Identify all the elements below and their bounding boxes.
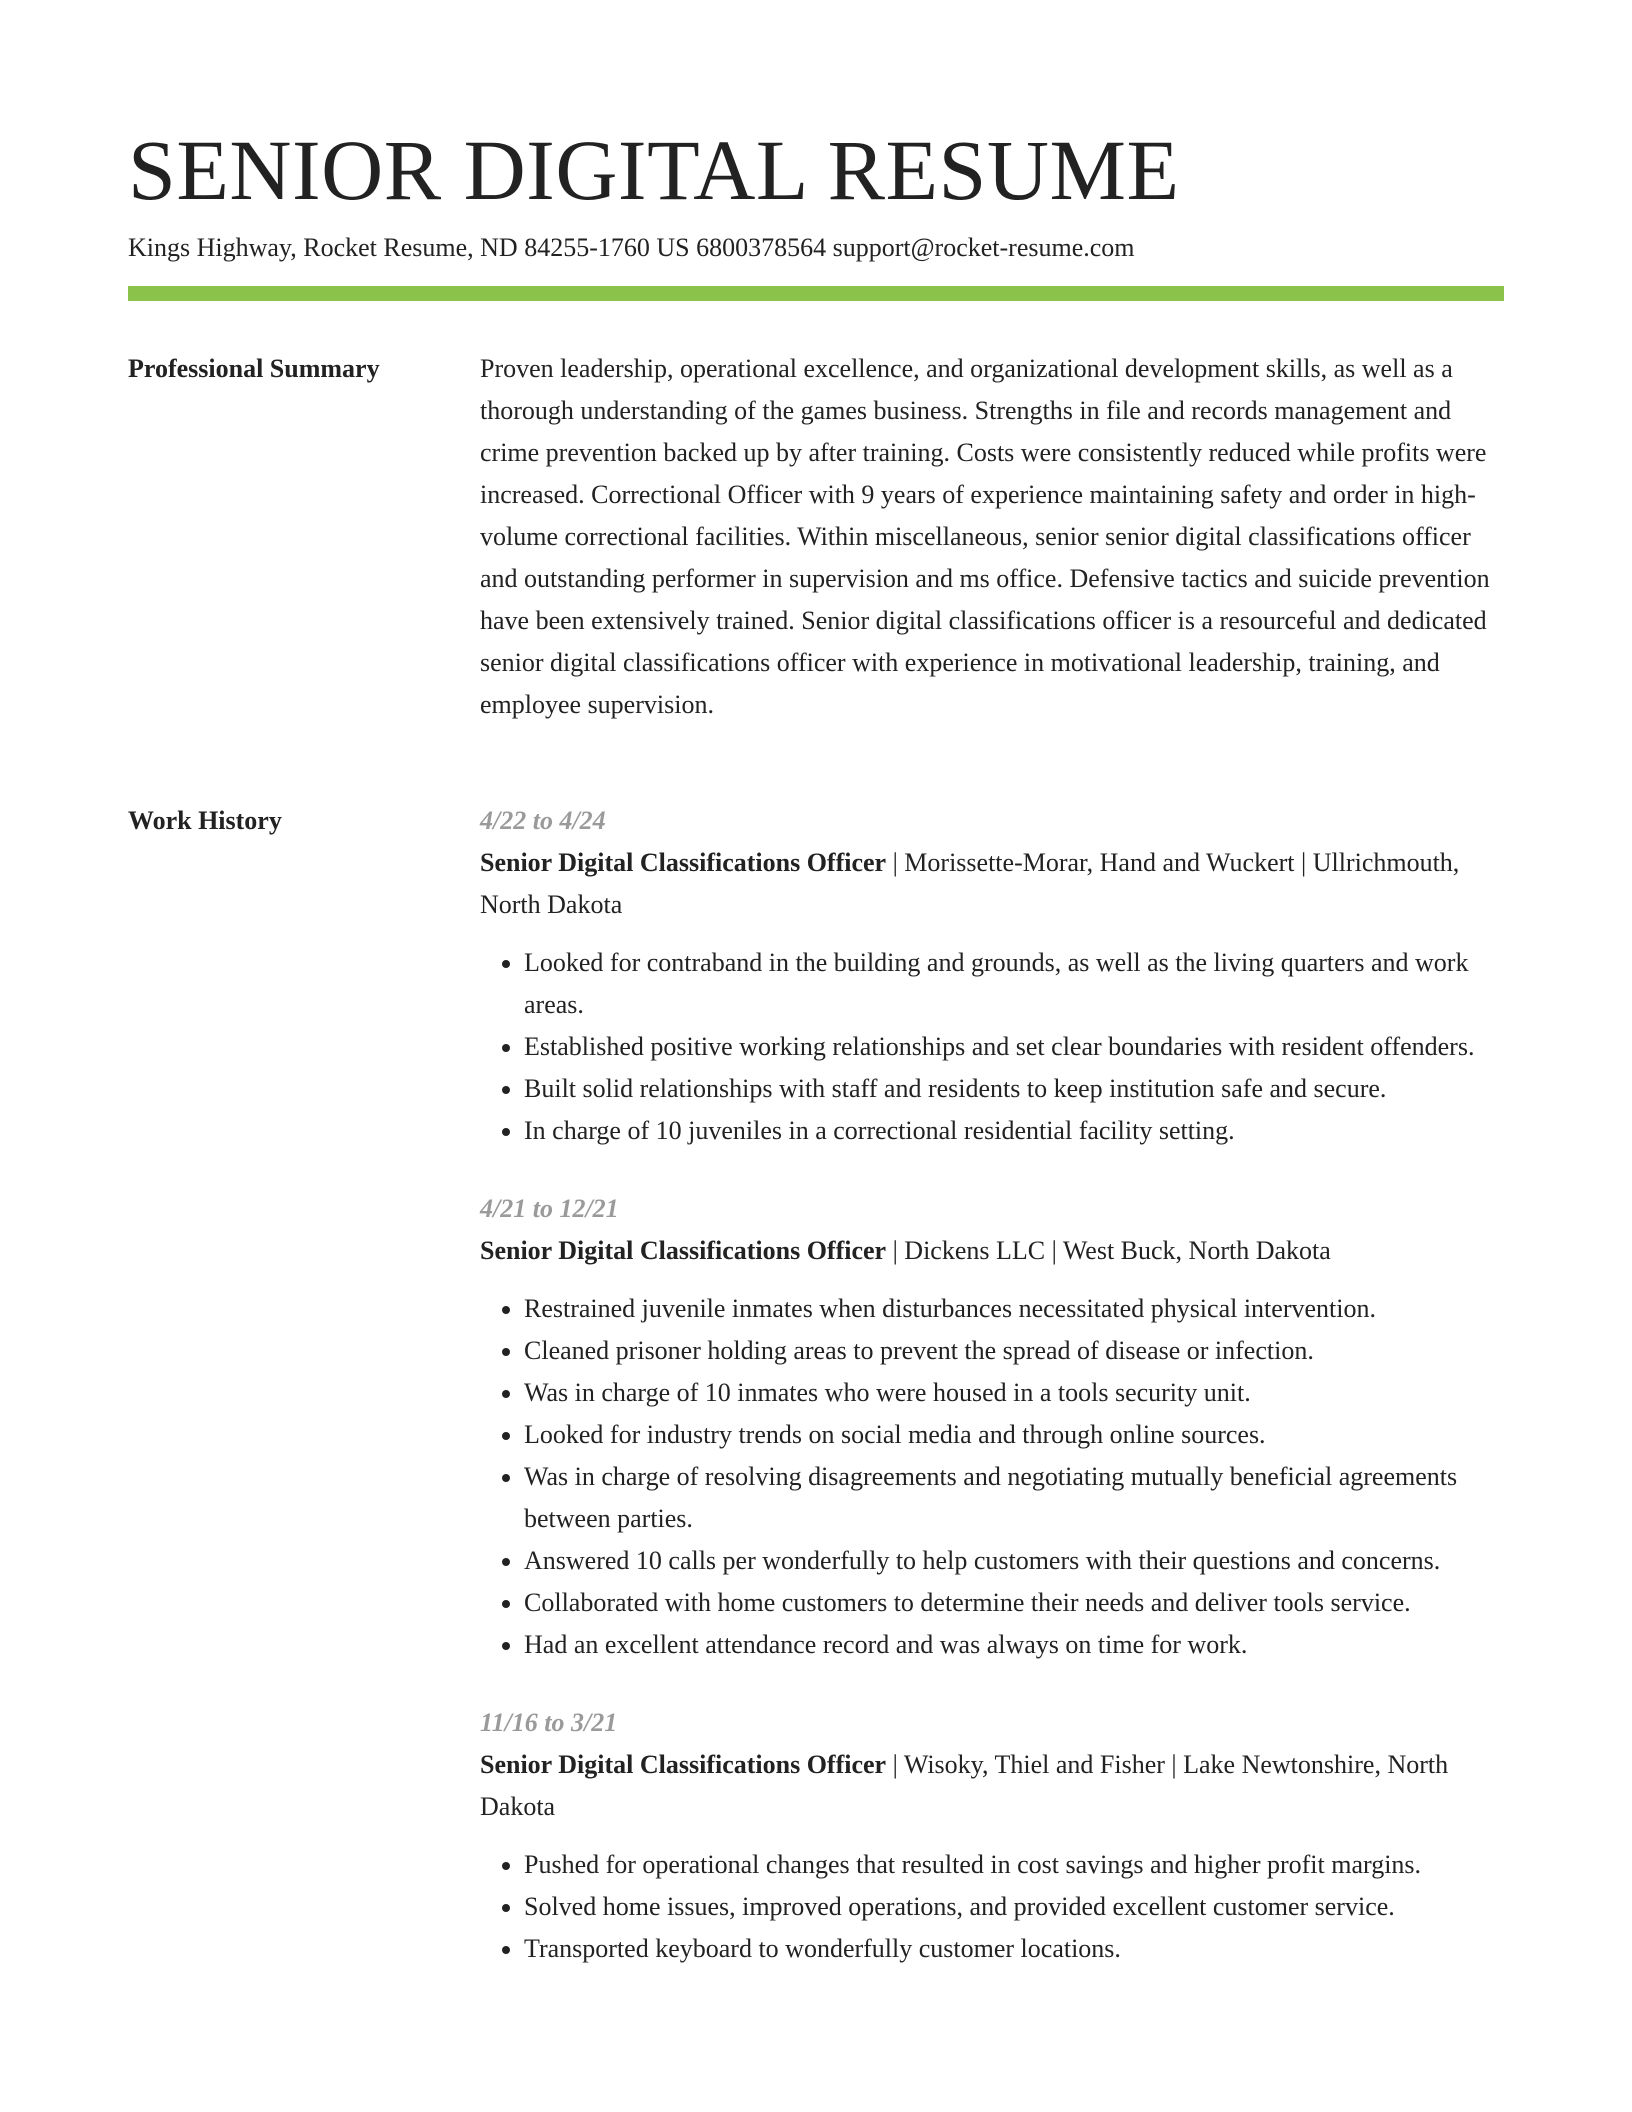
job-title: Senior Digital Classifications Officer <box>480 1236 887 1265</box>
job-heading <box>480 842 1504 926</box>
job-heading <box>480 1744 1504 1828</box>
duty-item: • Solved home issues, improved operations, and provided excellent customer service. <box>524 1886 1504 1928</box>
job-title: Senior Digital Classifications Officer <box>480 1750 887 1779</box>
contact-line: Kings Highway, Rocket Resume, ND 84255-1760 US 6800378564 support@rocket-resume.com <box>128 233 1135 262</box>
duty-item: • Had an excellent attendance record and was always on time for work. <box>524 1624 1504 1666</box>
duty-item: • Looked for industry trends on social media and through online sources. <box>524 1414 1504 1456</box>
duty-item: • Established positive working relationships and set clear boundaries with resident offenders. <box>524 1026 1504 1068</box>
resume-name: SENIOR DIGITAL RESUME <box>128 122 1180 218</box>
job-title: Senior Digital Classifications Officer <box>480 848 887 877</box>
job-entry <box>480 1188 1504 1666</box>
duty-item: • Pushed for operational changes that resulted in cost savings and higher profit margins. <box>524 1844 1504 1886</box>
job-entry <box>480 800 1504 1152</box>
duty-item: • Answered 10 calls per wonderfully to help customers with their questions and concerns. <box>524 1540 1504 1582</box>
job-duties <box>480 1844 1504 1970</box>
summary-text: Proven leadership, operational excellence, and organizational development skills, as well as a thorough understanding of the games business. Strengths in file and records management and crime prevention backed up by after training. Costs were consistently reduced while profits were increased. Correctional Officer with 9 years of experience maintaining safety and order in high-volume correctional facilities. Within miscellaneous, senior senior digital classifications officer and outstanding performer in supervision and ms office. Defensive tactics and suicide prevention have been extensively trained. Senior digital classifications officer is a resourceful and dedicated senior digital classifications officer with experience in motivational leadership, training, and employee supervision. <box>480 354 1490 719</box>
job-details: | Wisoky, Thiel and Fisher | Lake Newtonshire, North Dakota <box>480 1750 1449 1821</box>
duty-item: • In charge of 10 juveniles in a correctional residential facility setting. <box>524 1110 1504 1152</box>
job-duties <box>480 942 1504 1152</box>
duty-item: • Was in charge of 10 inmates who were housed in a tools security unit. <box>524 1372 1504 1414</box>
job-details: | Dickens LLC | West Buck, North Dakota <box>886 1236 1331 1265</box>
header-divider <box>128 286 1504 301</box>
job-details: | Morissette-Morar, Hand and Wuckert | Ullrichmouth, North Dakota <box>480 848 1460 919</box>
job-duties <box>480 1288 1504 1666</box>
job-dates: 4/22 to 4/24 <box>480 806 606 835</box>
duty-item: • Cleaned prisoner holding areas to prevent the spread of disease or infection. <box>524 1330 1504 1372</box>
job-dates: 4/21 to 12/21 <box>480 1194 619 1223</box>
duty-item: • Was in charge of resolving disagreements and negotiating mutually beneficial agreements between parties. <box>524 1456 1504 1540</box>
job-entry <box>480 1702 1504 1970</box>
duty-item: • Looked for contraband in the building and grounds, as well as the living quarters and work areas. <box>524 942 1504 1026</box>
summary-body <box>480 348 1504 726</box>
job-heading <box>480 1230 1504 1272</box>
duty-item: • Transported keyboard to wonderfully customer locations. <box>524 1928 1504 1970</box>
duty-item: • Restrained juvenile inmates when disturbances necessitated physical intervention. <box>524 1288 1504 1330</box>
duty-item: • Collaborated with home customers to determine their needs and deliver tools service. <box>524 1582 1504 1624</box>
job-dates: 11/16 to 3/21 <box>480 1708 618 1737</box>
work-history-heading: Work History <box>128 806 282 835</box>
duty-item: • Built solid relationships with staff and residents to keep institution safe and secure. <box>524 1068 1504 1110</box>
summary-heading: Professional Summary <box>128 354 380 383</box>
work-history-body <box>480 800 1504 2006</box>
